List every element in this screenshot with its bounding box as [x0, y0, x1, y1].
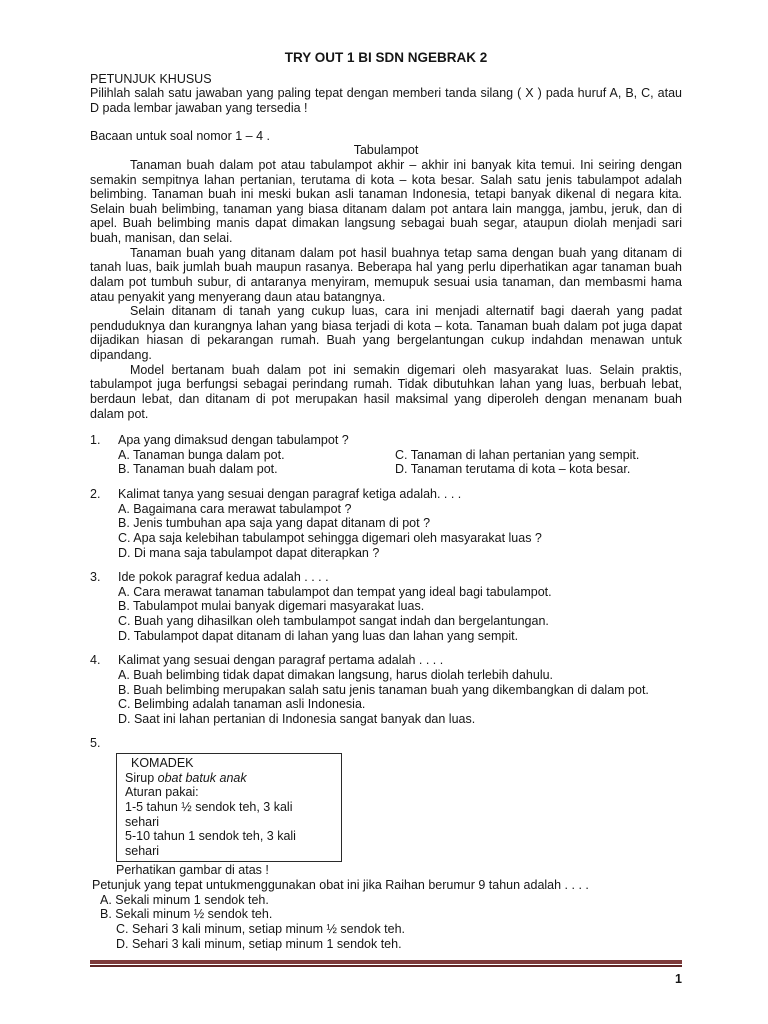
dose-line-1: 1-5 tahun ½ sendok teh, 3 kali	[125, 799, 293, 814]
question-5-text: Petunjuk yang tepat untukmenggunakan obat ini jika Raihan berumur 9 tahun adalah . . . .	[92, 878, 589, 893]
question-5	[90, 736, 682, 951]
option-d: D. Saat ini lahan pertanian di Indonesia sangat banyak dan luas.	[118, 711, 476, 726]
spacer	[90, 116, 682, 129]
option-c: C. Buah yang dihasilkan oleh tambulampot sangat indah dan bergelantungan.	[118, 614, 549, 629]
option-b: B. Tabulampot mulai banyak digemari masyarakat luas.	[118, 599, 425, 614]
page-title: TRY OUT 1 BI SDN NGEBRAK 2	[284, 50, 488, 65]
dose-line-2b: sehari	[125, 843, 160, 858]
question-1-text: Apa yang dimaksud dengan tabulampot ?	[118, 433, 349, 448]
option-c: C. Sehari 3 kali minum, setiap minum ½ sendok teh.	[116, 921, 406, 936]
medicine-product-prefix: Sirup	[125, 770, 158, 785]
instructions-heading: PETUNJUK KHUSUS	[90, 71, 212, 86]
passage-paragraph-4: Model bertanam buah dalam pot ini semakin digemari oleh masyarakat luas. Selain praktis, tabulampot juga berfungsi sebagai perindang rumah. Tidak dibutuhkan lahan yang luas, berbuah lebat, berdaun lebat, dan ditanam di pot merupakan hasil maksimal yang diperoleh dengan menanam buah dalam pot.	[90, 362, 682, 421]
option-d: D. Di mana saja tabulampot dapat diterapkan ?	[118, 545, 380, 560]
medicine-label-box	[116, 753, 342, 862]
dose-line-1b: sehari	[125, 814, 160, 829]
question-2-text: Kalimat tanya yang sesuai dengan paragraf ketiga adalah. . . .	[118, 487, 462, 502]
footer-divider-thick	[90, 960, 682, 964]
question-1-options	[118, 448, 682, 477]
passage-title: Tabulampot	[353, 143, 419, 158]
question-5-caption: Perhatikan gambar di atas !	[116, 863, 269, 878]
page-number: 1	[675, 972, 682, 986]
medicine-product	[125, 771, 333, 786]
option-c: C. Belimbing adalah tanaman asli Indonesia.	[118, 697, 366, 712]
question-3-number: 3.	[90, 570, 101, 585]
page-footer	[90, 960, 682, 986]
option-d: D. Tabulampot dapat ditanam di lahan yang luas dan lahan yang sempit.	[118, 628, 519, 643]
medicine-brand: KOMADEK	[131, 756, 194, 771]
option-b: B. Jenis tumbuhan apa saja yang dapat ditanam di pot ?	[118, 516, 431, 531]
option-d: D. Tanaman terutama di kota – kota besar.	[395, 462, 631, 477]
question-4-number: 4.	[90, 653, 101, 668]
questions-list	[90, 433, 682, 951]
reading-note: Bacaan untuk soal nomor 1 – 4 .	[90, 128, 270, 143]
question-2-number: 2.	[90, 487, 101, 502]
reading-passage	[90, 158, 682, 421]
option-c: C. Apa saja kelebihan tabulampot sehingga digemari oleh masyarakat luas ?	[118, 530, 542, 545]
option-a: A. Tanaman bunga dalam pot.	[118, 447, 285, 462]
medicine-product-italic: obat batuk anak	[157, 770, 247, 785]
passage-paragraph-1: Tanaman buah dalam pot atau tabulampot akhir – akhir ini banyak kita temui. Ini seiring dengan semakin sempitnya lahan pertanian, terutama di kota – kota besar. Salah satu jenis tabulampot adalah belimbing. Tanaman buah ini meski bukan asli tanaman Indonesia, tetapi banyak dikenal di negara kita. Selain buah belimbing, tanaman yang biasa ditanam dalam pot antara lain mangga, jambu, jeruk, dan di apel. Buah belimbing manis dapat dimakan langsung sebagai buah segar, ataupun diolah menjadi sari buah, manisan, dan selai.	[90, 157, 682, 246]
option-b: B. Buah belimbing merupakan salah satu jenis tanaman buah yang dikembangkan di dalam pot.	[118, 682, 649, 697]
page-content	[90, 50, 682, 951]
option-a: A. Buah belimbing tidak dapat dimakan langsung, harus diolah terlebih dahulu.	[118, 667, 554, 682]
question-5-number: 5.	[90, 736, 101, 751]
passage-paragraph-3: Selain ditanam di tanah yang cukup luas, cara ini menjadi alternatif bagi daerah yang padat penduduknya dan kurangnya lahan yang biasa terjadi di kota – kota. Tanaman buah dalam pot juga dapat dijadikan hiasan di pekarangan rumah. Buah yang bergelantungan cukup indahdan menawan untuk dipandang.	[90, 304, 682, 363]
question-3-text: Ide pokok paragraf kedua adalah . . . .	[118, 570, 329, 585]
question-4	[90, 653, 682, 726]
option-d: D. Sehari 3 kali minum, setiap minum 1 sendok teh.	[116, 936, 402, 951]
medicine-usage-heading: Aturan pakai:	[125, 785, 199, 800]
question-2	[90, 487, 682, 560]
instructions-text: Pilihlah salah satu jawaban yang paling tepat dengan memberi tanda silang ( X ) pada huruf A, B, C, atau D pada lembar jawaban yang tersedia !	[90, 86, 682, 116]
option-a: A. Sekali minum 1 sendok teh.	[100, 892, 269, 907]
option-a: A. Bagaimana cara merawat tabulampot ?	[118, 501, 352, 516]
option-b: B. Tanaman buah dalam pot.	[118, 462, 278, 477]
option-b: B. Sekali minum ½ sendok teh.	[100, 907, 273, 922]
dose-line-2: 5-10 tahun 1 sendok teh, 3 kali	[125, 829, 296, 844]
question-1-number: 1.	[90, 433, 101, 448]
question-3	[90, 570, 682, 643]
option-a: A. Cara merawat tanaman tabulampot dan tempat yang ideal bagi tabulampot.	[118, 584, 552, 599]
question-1	[90, 433, 682, 477]
footer-divider-thin	[90, 965, 682, 967]
option-c: C. Tanaman di lahan pertanian yang sempit.	[395, 447, 640, 462]
question-4-text: Kalimat yang sesuai dengan paragraf pertama adalah . . . .	[118, 653, 444, 668]
passage-paragraph-2: Tanaman buah yang ditanam dalam pot hasil buahnya tetap sama dengan buah yang ditanam di tanah luas, baik jumlah buah maupun rasanya. Beberapa hal yang perlu diperhatikan agar tanaman buah dalam pot tumbuh subur, di antaranya menyiram, memupuk sesuai usia tanaman, dan membasmi hama atau penyakit yang menyerang daun atau batangnya.	[90, 245, 682, 304]
